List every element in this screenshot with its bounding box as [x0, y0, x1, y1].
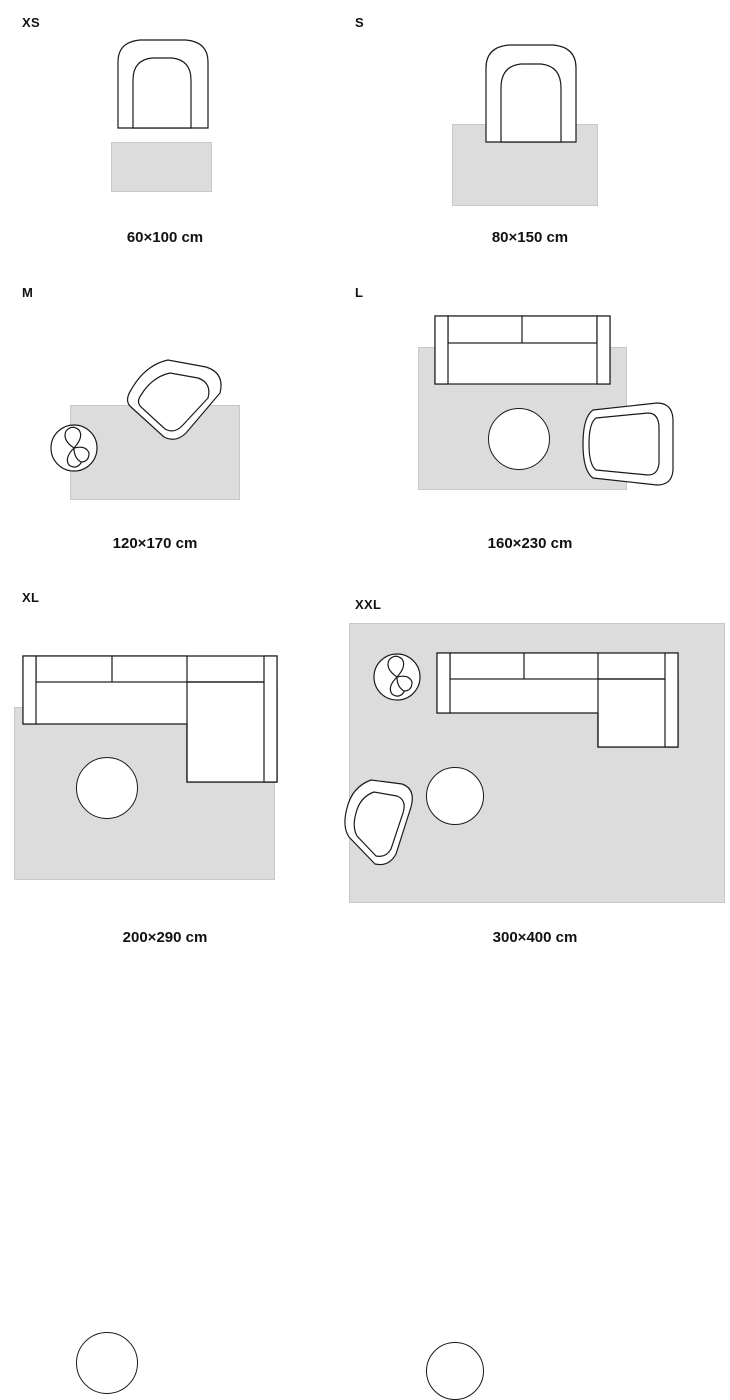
size-panel-xl: [0, 575, 340, 960]
dimension-label-m: 120×170 cm: [112, 535, 198, 552]
size-panel-m: [0, 285, 340, 575]
dimension-label-xl: 200×290 cm: [122, 929, 208, 946]
size-code-m: M: [22, 285, 34, 300]
dimension-label-xs: 60×100 cm: [126, 229, 204, 246]
size-code-xs: XS: [22, 15, 40, 30]
size-code-l: L: [355, 285, 364, 300]
size-code-xl: XL: [22, 590, 40, 605]
size-code-xxl: XXL: [355, 597, 382, 612]
armchair-xxl: [340, 575, 730, 960]
coffee-table-xxl: [426, 1342, 484, 1400]
size-panel-xxl: [340, 575, 730, 960]
coffee-table-xl-positioned: [76, 757, 138, 819]
size-panel-l: [340, 285, 730, 575]
size-panel-s: [340, 0, 730, 270]
coffee-table-xl: [76, 1332, 138, 1394]
dimension-label-s: 80×150 cm: [491, 229, 569, 246]
plant-m: [0, 285, 340, 575]
size-code-s: S: [355, 15, 364, 30]
armchair-l: [340, 285, 730, 575]
size-panel-xs: [0, 0, 340, 270]
coffee-table-xxl-positioned: [426, 767, 484, 825]
dimension-label-xxl: 300×400 cm: [492, 929, 578, 946]
dimension-label-l: 160×230 cm: [487, 535, 573, 552]
sectional-sofa-xl: [0, 575, 340, 960]
